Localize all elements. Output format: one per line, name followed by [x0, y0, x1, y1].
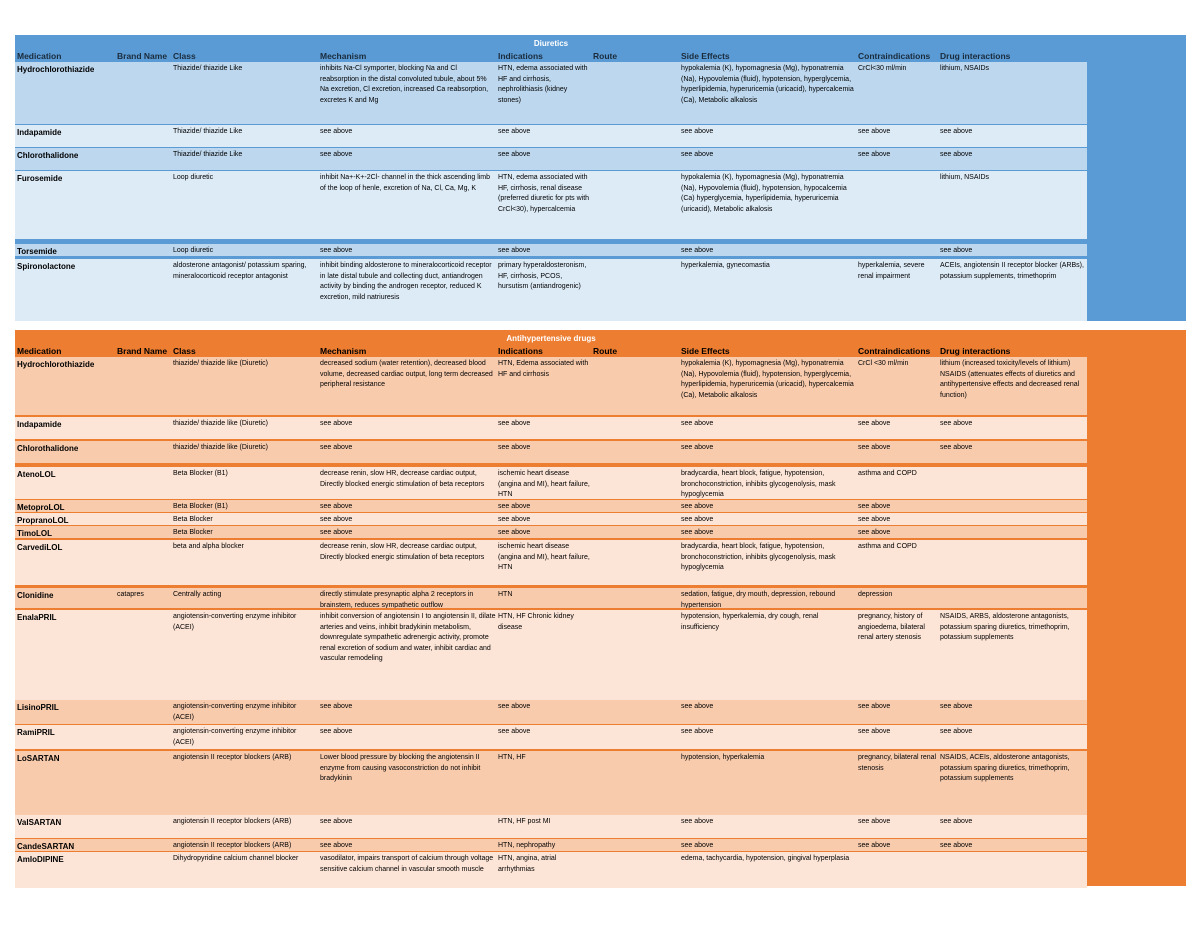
drug-interactions-cell: NSAIDS, ACEIs, aldosterone antagonists, potassium sparing diuretics, trimethoprim, potassium supplements — [940, 754, 1070, 782]
table-row — [15, 839, 1087, 851]
medication-name-cell: LoSARTAN — [17, 754, 60, 763]
drug-class-cell: Beta Blocker (B1) — [173, 470, 228, 477]
side-effects-cell: bradycardia, heart block, fatigue, hypotension, bronchoconstriction, inhibits glycogenolysis, mask hypoglycemia — [681, 543, 836, 571]
table-row — [15, 500, 1087, 512]
drug-interactions-cell: see above — [940, 444, 973, 451]
header-medication: Medication — [17, 346, 62, 356]
mechanism-cell: Lower blood pressure by blocking the angiotensin II enzyme from causing vasoconstriction do not inhibit bradykinin — [320, 754, 481, 782]
medication-name-cell: EnalaPRIL — [17, 613, 57, 622]
indications-cell: see above — [498, 128, 531, 135]
mechanism-cell: see above — [320, 842, 353, 849]
drug-interactions-cell: see above — [940, 420, 973, 427]
mechanism-cell: decrease renin, slow HR, decrease cardiac output, Directly blocked energic stimulation of beta receptors — [320, 543, 485, 561]
table-row — [15, 751, 1087, 815]
diuretics-title: Diuretics — [533, 39, 569, 48]
side-effects-cell: edema, tachycardia, hypotension, gingival hyperplasia — [681, 855, 850, 862]
drug-class-cell: thiazide/ thiazide like (Diuretic) — [173, 360, 268, 367]
side-effects-cell: see above — [681, 151, 714, 158]
indications-cell: HTN, Edema associated with HF and cirrhosis — [498, 360, 589, 378]
indications-cell: see above — [498, 703, 531, 710]
header-mechanism: Mechanism — [320, 346, 367, 356]
table-row — [15, 62, 1087, 124]
table-row — [15, 588, 1087, 608]
contraindications-cell: see above — [858, 529, 891, 536]
contraindications-cell: CrCl <30 ml/min — [858, 360, 909, 367]
drug-class-cell: Thiazide/ thiazide Like — [173, 65, 243, 72]
medication-name-cell: AtenoLOL — [17, 470, 56, 479]
drug-class-cell: Thiazide/ thiazide Like — [173, 151, 243, 158]
side-effects-cell: see above — [681, 529, 714, 536]
indications-cell: HTN — [498, 591, 513, 598]
indications-cell: see above — [498, 503, 531, 510]
mechanism-cell: see above — [320, 247, 353, 254]
header-contraindications: Contraindications — [858, 51, 931, 61]
drug-class-cell: angiotensin-converting enzyme inhibitor (ACEI) — [173, 613, 297, 631]
drug-class-cell: Beta Blocker — [173, 516, 213, 523]
medication-name-cell: MetoproLOL — [17, 503, 65, 512]
drug-class-cell: Loop diuretic — [173, 174, 214, 181]
medication-name-cell: AmloDIPINE — [17, 855, 64, 864]
contraindications-cell: see above — [858, 842, 891, 849]
side-effects-cell: see above — [681, 444, 714, 451]
contraindications-cell: pregnancy, bilateral renal stenosis — [858, 754, 937, 772]
contraindications-cell: see above — [858, 444, 891, 451]
mechanism-cell: inhibits Na-Cl symporter, blocking Na and Cl reabsorption in the distal convoluted tubule, about 5% Na excretion, Cl excretion, increased Ca reabsorption, excretes K and Mg — [320, 65, 489, 104]
header-indications: Indications — [498, 51, 543, 61]
side-effects-cell: hypotension, hyperkalemia — [681, 754, 765, 761]
drug-interactions-cell: see above — [940, 818, 973, 825]
contraindications-cell: see above — [858, 516, 891, 523]
medication-name-cell: Torsemide — [17, 247, 57, 256]
drug-interactions-cell: see above — [940, 128, 973, 135]
mechanism-cell: see above — [320, 703, 353, 710]
indications-cell: primary hyperaldosteronism, HF, cirrhosis, PCOS, hursutism (antiandrogenic) — [498, 262, 587, 290]
drug-interactions-cell: see above — [940, 151, 973, 158]
side-effects-cell: see above — [681, 420, 714, 427]
indications-cell: see above — [498, 420, 531, 427]
table-row — [15, 513, 1087, 525]
table-row — [15, 540, 1087, 585]
indications-cell: ischemic heart disease (angina and MI), heart failure, HTN — [498, 543, 590, 571]
table-row — [15, 815, 1087, 838]
drug-interactions-cell: lithium (increased toxicity/levels of lithium) NSAIDS (attenuates effects of diuretics and antihypertensive effects and decreased renal function) — [940, 360, 1080, 399]
medication-name-cell: CandeSARTAN — [17, 842, 75, 851]
contraindications-cell: asthma and COPD — [858, 470, 917, 477]
table-row — [15, 852, 1087, 888]
table-row — [15, 610, 1087, 702]
mechanism-cell: see above — [320, 420, 353, 427]
mechanism-cell: see above — [320, 516, 353, 523]
header-contraindications: Contraindications — [858, 346, 931, 356]
table-row — [15, 171, 1087, 239]
drug-interactions-cell: see above — [940, 703, 973, 710]
contraindications-cell: see above — [858, 703, 891, 710]
side-effects-cell: see above — [681, 818, 714, 825]
contraindications-cell: depression — [858, 591, 893, 598]
mechanism-cell: inhibit binding aldosterone to mineralocorticoid receptor in late distal tubule and collecting duct, antiandrogen activity by binding the androgen receptor, reduced K excretion, mild natriuresis — [320, 262, 492, 301]
side-effects-cell: bradycardia, heart block, fatigue, hypotension, bronchoconstriction, inhibits glycogenolysis, mask hypoglycemia — [681, 470, 836, 498]
drug-class-cell: aldosterone antagonist/ potassium sparing, mineralocorticoid receptor antagonist — [173, 262, 307, 280]
side-effects-cell: see above — [681, 728, 714, 735]
side-effects-cell: see above — [681, 503, 714, 510]
drug-class-cell: Centrally acting — [173, 591, 222, 598]
table-row — [15, 526, 1087, 538]
header-drug-interactions: Drug interactions — [940, 51, 1011, 61]
side-effects-cell: hypokalemia (K), hypomagnesia (Mg), hyponatremia (Na), Hypovolemia (fluid), hypotension, hypocalcemia (Ca) hyperglycemia, hyperlipidemia, hyperuricemia (uricacid), Metabolic alkalosis — [681, 174, 847, 213]
table-row — [15, 125, 1087, 147]
drug-class-cell: Loop diuretic — [173, 247, 214, 254]
header-medication: Medication — [17, 51, 62, 61]
drug-interactions-cell: lithium, NSAIDs — [940, 65, 990, 72]
side-effects-cell: hypokalemia (K), hypomagnesia (Mg), hyponatremia (Na), Hypovolemia (fluid), hypotension, hyperglycemia, hyperlipidemia, hyperuricemia (uricacid), hypercalcemia (Ca), Metabolic alkalosis — [681, 360, 854, 399]
mechanism-cell: decrease renin, slow HR, decrease cardiac output, Directly blocked energic stimulation of beta receptors — [320, 470, 485, 488]
drug-interactions-cell: see above — [940, 247, 973, 254]
medication-name-cell: Chlorothalidone — [17, 151, 79, 160]
side-effects-cell: see above — [681, 842, 714, 849]
header-indications: Indications — [498, 346, 543, 356]
mechanism-cell: directly stimulate presynaptic alpha 2 receptors in brainstem, reduces sympathetic outflow — [320, 591, 474, 608]
indications-cell: HTN, nephropathy — [498, 842, 556, 849]
mechanism-cell: see above — [320, 728, 353, 735]
indications-cell: see above — [498, 728, 531, 735]
contraindications-cell: asthma and COPD — [858, 543, 917, 550]
medication-name-cell: Furosemide — [17, 174, 63, 183]
indications-cell: see above — [498, 247, 531, 254]
contraindications-cell: see above — [858, 420, 891, 427]
medication-name-cell: Chlorothalidone — [17, 444, 79, 453]
brand-name-cell: catapres — [117, 591, 144, 598]
diuretics-header-row — [15, 51, 1087, 61]
drug-class-cell: angiotensin-converting enzyme inhibitor (ACEI) — [173, 728, 297, 746]
side-effects-cell: hypokalemia (K), hypomagnesia (Mg), hyponatremia (Na), Hypovolemia (fluid), hypotension, hyperglycemia, hyperlipidemia, hyperuricemia (uricacid), hypercalcemia (Ca), Metabolic alkalosis — [681, 65, 854, 104]
indications-cell: HTN, angina, atrial arrhythmias — [498, 855, 557, 873]
drug-class-cell: Beta Blocker (B1) — [173, 503, 228, 510]
side-effects-cell: see above — [681, 703, 714, 710]
mechanism-cell: see above — [320, 151, 353, 158]
side-effects-cell: hypotension, hyperkalemia, dry cough, renal insufficiency — [681, 613, 819, 631]
medication-name-cell: RamiPRIL — [17, 728, 55, 737]
drug-interactions-cell: lithium, NSAIDs — [940, 174, 990, 181]
table-row — [15, 725, 1087, 749]
header-side-effects: Side Effects — [681, 346, 730, 356]
mechanism-cell: see above — [320, 503, 353, 510]
drug-class-cell: thiazide/ thiazide like (Diuretic) — [173, 444, 268, 451]
side-effects-cell: hyperkalemia, gynecomastia — [681, 262, 770, 269]
table-row — [15, 148, 1087, 170]
header-mechanism: Mechanism — [320, 51, 367, 61]
antihypertensive-section — [15, 330, 1186, 886]
header-side-effects: Side Effects — [681, 51, 730, 61]
medication-name-cell: LisinoPRIL — [17, 703, 59, 712]
header-class: Class — [173, 346, 196, 356]
table-row — [15, 700, 1087, 724]
mechanism-cell: see above — [320, 128, 353, 135]
indications-cell: see above — [498, 516, 531, 523]
drug-interactions-cell: see above — [940, 728, 973, 735]
contraindications-cell: see above — [858, 503, 891, 510]
medication-name-cell: TimoLOL — [17, 529, 52, 538]
medication-name-cell: Indapamide — [17, 128, 62, 137]
contraindications-cell: pregnancy, history of angioedema, bilateral renal artery stenosis — [858, 613, 925, 641]
header-drug-interactions: Drug interactions — [940, 346, 1011, 356]
medication-name-cell: Indapamide — [17, 420, 62, 429]
table-row — [15, 259, 1087, 321]
indications-cell: see above — [498, 444, 531, 451]
indications-cell: see above — [498, 529, 531, 536]
drug-class-cell: angiotensin II receptor blockers (ARB) — [173, 818, 292, 825]
side-effects-cell: sedation, fatigue, dry mouth, depression, rebound hypertension — [681, 591, 836, 608]
side-effects-cell: see above — [681, 128, 714, 135]
indications-cell: ischemic heart disease (angina and MI), heart failure, HTN — [498, 470, 590, 498]
header-route: Route — [593, 51, 618, 61]
contraindications-cell: see above — [858, 728, 891, 735]
drug-class-cell: Thiazide/ thiazide Like — [173, 128, 243, 135]
table-row — [15, 441, 1087, 463]
table-row — [15, 467, 1087, 499]
indications-cell: HTN, HF — [498, 754, 526, 761]
drug-class-cell: angiotensin II receptor blockers (ARB) — [173, 754, 292, 761]
antihypertensive-title: Antihypertensive drugs — [506, 334, 596, 343]
medication-name-cell: CarvediLOL — [17, 543, 63, 552]
medication-name-cell: PropranoLOL — [17, 516, 69, 525]
contraindications-cell: see above — [858, 818, 891, 825]
table-row — [15, 244, 1087, 256]
side-effects-cell: see above — [681, 247, 714, 254]
mechanism-cell: inhibit Na+-K+-2Cl- channel in the thick ascending limb of the loop of henle, excretion of Na, Cl, Ca, Mg, K — [320, 174, 491, 192]
drug-class-cell: Dihydropyridine calcium channel blocker — [173, 855, 299, 862]
drug-class-cell: angiotensin-converting enzyme inhibitor (ACEI) — [173, 703, 297, 721]
contraindications-cell: CrCl<30 ml/min — [858, 65, 907, 72]
mechanism-cell: vasodilator, impairs transport of calcium through voltage sensitive calcium channel in vascular smooth muscle — [320, 855, 494, 873]
drug-class-cell: Beta Blocker — [173, 529, 213, 536]
table-row — [15, 357, 1087, 415]
header-brand: Brand Name — [117, 346, 168, 356]
drug-class-cell: thiazide/ thiazide like (Diuretic) — [173, 420, 268, 427]
medication-name-cell: Hydrochlorothiazide — [17, 65, 95, 74]
medication-name-cell: Clonidine — [17, 591, 54, 600]
indications-cell: see above — [498, 151, 531, 158]
table-row — [15, 417, 1087, 439]
medication-name-cell: Spironolactone — [17, 262, 76, 271]
mechanism-cell: inhibit conversion of angiotensin I to angiotensin II, dilate arteries and veins, inhibit bradykinin metabolism, downregulate sympathetic adrenergic activity, promote renal excretion of sodium and water, inhibit cardiac and vascular remodeling — [320, 613, 496, 662]
medication-name-cell: ValSARTAN — [17, 818, 62, 827]
indications-cell: HTN, edema associated with HF and cirrhosis, nephrolithiasis (kidney stones) — [498, 65, 588, 104]
mechanism-cell: decreased sodium (water retention), decreased blood volume, decreased cardiac output, long term decreased peripheral resistance — [320, 360, 493, 388]
drug-interactions-cell: NSAIDS, ARBS, aldosterone antagonists, potassium sparing diuretics, trimethoprim, potassium supplements — [940, 613, 1070, 641]
contraindications-cell: hyperkalemia, severe renal impairment — [858, 262, 925, 280]
antihypertensive-header-row — [15, 346, 1087, 356]
contraindications-cell: see above — [858, 151, 891, 158]
header-class: Class — [173, 51, 196, 61]
diuretics-section — [15, 35, 1186, 321]
contraindications-cell: see above — [858, 128, 891, 135]
medication-name-cell: Hydrochlorothiazide — [17, 360, 95, 369]
header-route: Route — [593, 346, 618, 356]
indications-cell: HTN, edema associated with HF, cirrhosis, renal disease (preferred diuretic for pts with CrCl<30), hypercalcemia — [498, 174, 590, 213]
header-brand: Brand Name — [117, 51, 168, 61]
side-effects-cell: see above — [681, 516, 714, 523]
mechanism-cell: see above — [320, 529, 353, 536]
drug-interactions-cell: ACEIs, angiotensin II receptor blocker (ARBs), potassium supplements, trimethoprim — [940, 262, 1084, 280]
indications-cell: HTN, HF Chronic kidney disease — [498, 613, 574, 631]
mechanism-cell: see above — [320, 818, 353, 825]
mechanism-cell: see above — [320, 444, 353, 451]
drug-interactions-cell: see above — [940, 842, 973, 849]
drug-class-cell: beta and alpha blocker — [173, 543, 244, 550]
indications-cell: HTN, HF post MI — [498, 818, 551, 825]
drug-class-cell: angiotensin II receptor blockers (ARB) — [173, 842, 292, 849]
